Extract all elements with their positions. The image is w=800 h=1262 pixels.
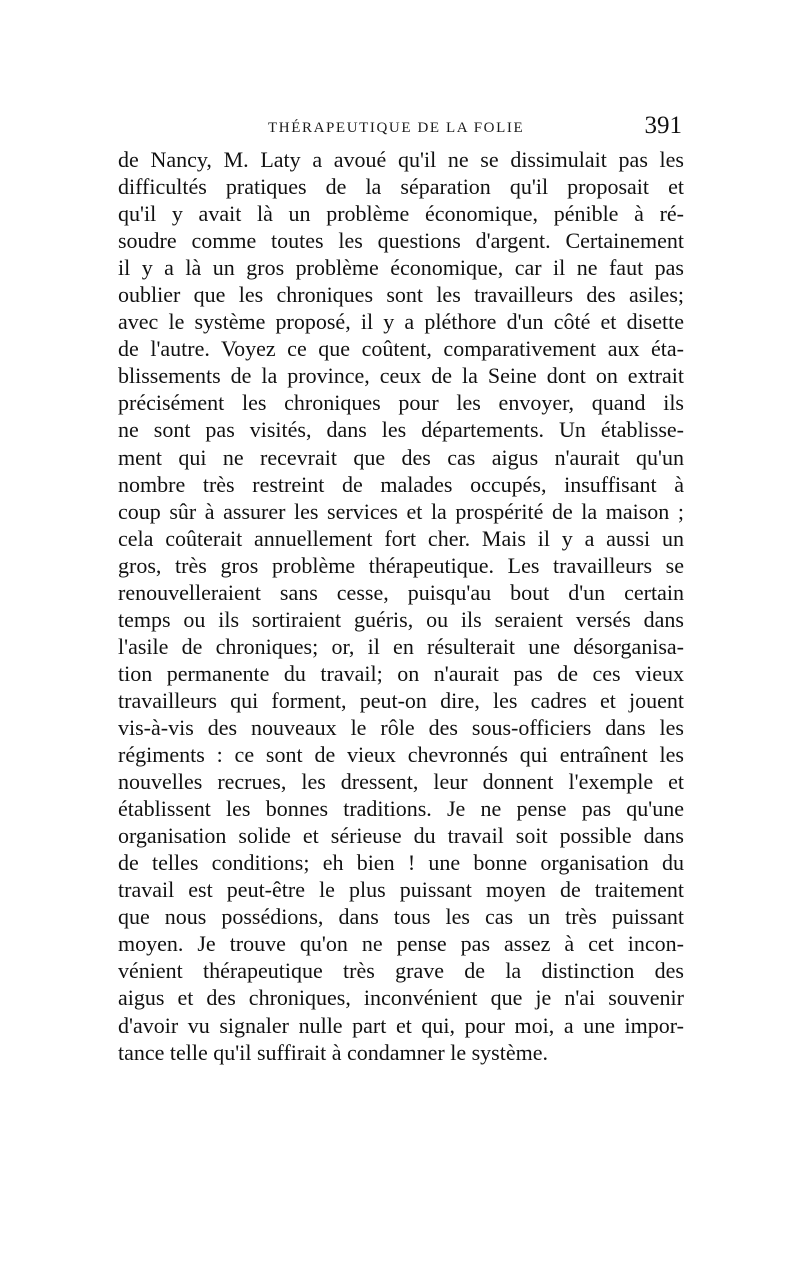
text-line: d'avoir vu signaler nulle part et qui, pour moi, a une impor- [118,1012,684,1038]
text-line: régiments : ce sont de vieux chevronnés qui entraînent les [118,742,684,768]
text-line: vis-à-vis des nouveaux le rôle des sous-officiers dans les [118,714,684,740]
text-line: ment qui ne recevrait que des cas aigus n'aurait qu'un [118,444,684,470]
text-line: de telles conditions; eh bien ! une bonne organisation du [118,850,684,876]
text-line: tion permanente du travail; on n'aurait pas de ces vieux [118,660,684,686]
text-line: temps ou ils sortiraient guéris, ou ils seraient versés dans [118,606,684,632]
text-line: coup sûr à assurer les services et la prospérité de la maison ; [118,498,684,524]
text-line: établissent les bonnes traditions. Je ne pense pas qu'une [118,796,684,822]
running-head [118,112,684,144]
text-line: précisément les chroniques pour les envoyer, quand ils [118,390,684,416]
text-line: que nous possédions, dans tous les cas un très puissant [118,904,684,930]
text-line: renouvelleraient sans cesse, puisqu'au bout d'un certain [118,579,684,605]
text-line: il y a là un gros problème économique, car il ne faut pas [118,255,684,281]
text-line: tance telle qu'il suffirait à condamner le système. [118,1039,548,1065]
text-line: oublier que les chroniques sont les travailleurs des asiles; [118,282,684,308]
text-line: difficultés pratiques de la séparation qu'il proposait et [118,174,684,200]
text-line: aigus et des chroniques, inconvénient que je n'ai souvenir [118,985,684,1011]
text-line: gros, très gros problème thérapeutique. Les travailleurs se [118,552,684,578]
text-line: moyen. Je trouve qu'on ne pense pas assez à cet incon- [118,931,684,957]
running-title: THÉRAPEUTIQUE DE LA FOLIE [268,120,525,136]
text-line: blissements de la province, ceux de la Seine dont on extrait [118,363,684,389]
text-line: qu'il y avait là un problème économique, pénible à ré- [118,201,684,227]
text-line: de l'autre. Voyez ce que coûtent, comparativement aux éta- [118,336,684,362]
text-line: l'asile de chroniques; or, il en résulterait une désorganisa- [118,633,684,659]
text-line: nombre très restreint de malades occupés, insuffisant à [118,471,684,497]
text-line: travail est peut-être le plus puissant moyen de traitement [118,877,684,903]
text-line: organisation solide et sérieuse du travail soit possible dans [118,823,684,849]
page-number: 391 [644,112,682,139]
text-line: soudre comme toutes les questions d'argent. Certainement [118,228,684,254]
text-line: cela coûterait annuellement fort cher. Mais il y a aussi un [118,525,684,551]
text-line: de Nancy, M. Laty a avoué qu'il ne se dissimulait pas les [118,147,684,172]
text-line: vénient thérapeutique très grave de la distinction des [118,958,684,984]
text-line: nouvelles recrues, les dressent, leur donnent l'exemple et [118,769,684,795]
text-line: travailleurs qui forment, peut-on dire, les cadres et jouent [118,687,684,713]
text-line: ne sont pas visités, dans les départements. Un établisse- [118,417,684,443]
body-paragraph [118,146,684,1066]
text-line: avec le système proposé, il y a pléthore d'un côté et disette [118,309,684,335]
